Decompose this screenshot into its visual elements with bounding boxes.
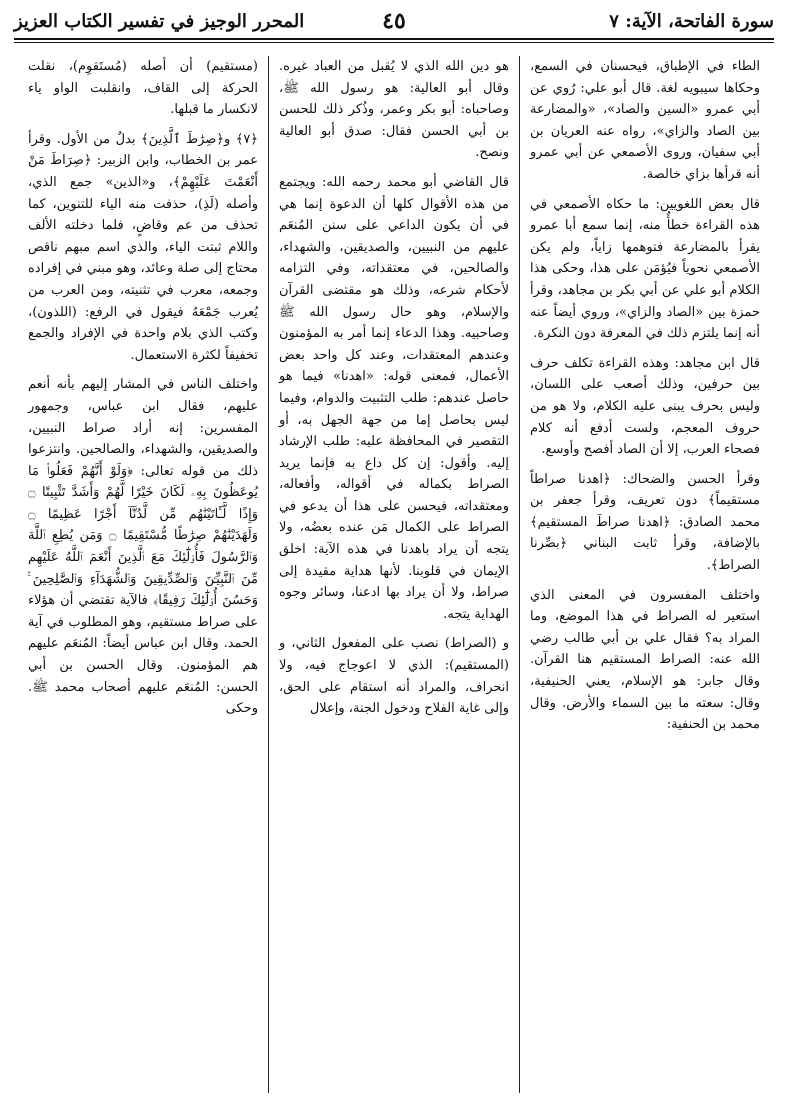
paragraph: ﴿٧﴾ و﴿صِرَٰطَ ٱلَّذِينَ﴾ بدلٌ من الأول. وقرأ عمر بن الخطاب، وابن الزبير: ﴿صِرَاطَ مَنْ أَنْعَمْتَ عَلَيْهِمْ﴾، و«الذين» جمع الذي، وأصله (لَذِ)، حذفت منه الياء للتنوين، كما تحذف من عم وقاضٍ، فلما دخلته الألف واللام ثبتت الياء، والذي اسم مبهم ناقص محتاج إلى صلة وعائد، وهو مبني في إفراده وجمعه، معرب في تثنيته، ومن العرب من يُعرب جَمْعَهُ فيقول في الرفع: (اللذون)، وكتب الذي بلام واحدة في الإفراد والجمع تخفيفاً لكثرة الاستعمال. (28, 131, 258, 363)
paragraph: واختلف الناس في المشار إليهم بأنه أنعم عليهم، فقال ابن عباس، وجمهور المفسرين: إنه أراد صراط النبيين، والصديقين، والشهداء، والصالحين. وانتزعوا ذلك من قوله تعالى: ﴿وَلَوْ أَنَّهُمْ فَعَلُوا۟ مَا يُوعَظُونَ بِهِۦ لَكَانَ خَيْرًا لَّهُمْ وَأَشَدَّ تَثْبِيتًا ۝ وَإِذًا لَّـَٔاتَيْنَٰهُم مِّن لَّدُنَّآ أَجْرًا عَظِيمًا ۝ وَلَهَدَيْنَٰهُمْ صِرَٰطًا مُّسْتَقِيمًا ۝ وَمَن يُطِعِ ٱللَّهَ وَٱلرَّسُولَ فَأُو۟لَٰٓئِكَ مَعَ ٱلَّذِينَ أَنْعَمَ ٱللَّهُ عَلَيْهِم مِّنَ ٱلنَّبِيِّـۧنَ وَٱلصِّدِّيقِينَ وَٱلشُّهَدَآءِ وَٱلصَّٰلِحِينَ ۚ وَحَسُنَ أُو۟لَٰٓئِكَ رَفِيقًا﴾ فالآية تقتضي أن هؤلاء على صراط مستقيم، وهو المطلوب في آية الحمد. وقال ابن عباس أيضاً: المُنعَم عليهم هم المؤمنون. وقال الحسن بن أبي الحسن: المُنعَم عليهم أصحاب محمد ﷺ. وحكى (28, 377, 258, 717)
paragraph: واختلف المفسرون في المعنى الذي استعير له الصراط في هذا الموضع، وما المراد به؟ فقال علي بن أبي طالب رضي الله عنه: الصراط المستقيم هنا القرآن. وقال جابر: هو الإسلام، يعني الحنيفية، وقال: سعته ما بين السماء والأرض. وقال محمد بن الحنفية: (530, 587, 760, 733)
column-middle (269, 56, 520, 1093)
paragraph: قال القاضي أبو محمد رحمه الله: ويجتمع من هذه الأقوال كلها أن الدعوة إنما هي في أن يكون الداعي على سنن المُنعَم عليهم من النبيين، والصديقين، والشهداء، والصالحين، في معتقداته، وفي التزامه لأحكام شرعه، وذلك هو مقتضى القرآن والإسلام، وهو حال رسول الله ﷺ وصاحبيه. وهذا الدعاء إنما أمر به المؤمنون وعندهم المعتقدات، وعند كل واحد بعض الأعمال، فمعنى قوله: «اهدنا» فيما هو حاصل عندهم: طلب التثبيت والدوام، وفيما ليس بحاصل إما من جهة الجهل به، أو التقصير في المحافظة عليه: طلب الإرشاد إليه. وأقول: إن كل داع به فإنما يريد الصراط بكماله في أقواله، وأفعاله، ومعتقداته، فيحسن على هذا أن يدعو في الصراط على الكمال مَن عنده بعضُه، ولا يتجه أن يراد باهدنا في هذه الآية: اخلق الإيمان في قلوبنا. لأنها هداية مقيدة إلى صراط، ولا أن يراد بها ادعنا، وسائر وجوه الهداية يتجه. (279, 174, 509, 622)
paragraph: قال بعض اللغويين: ما حكاه الأصمعي في هذه القراءة خطأٌ منه، إنما سمع أبا عمرو يقرأ بالمضارعة فتوهمها زاياً، ولم يكن الأصمعي نحوياً فيُؤمَن على هذا، وحكى هذا الكلام أبو علي عن أبي بكر بن مجاهد، وقرأ حمزة بين «الصاد والزاي»، وروي أيضاً عنه أنه إنما يلتزم ذلك في المعرفة دون النكرة. (530, 196, 760, 342)
header-rule-thin (14, 42, 774, 43)
text-columns (18, 56, 770, 1093)
paragraph: وقرأ الحسن والضحاك: ﴿اهدنا صراطاً مستقيماً﴾ دون تعريف، وقرأ جعفر بن محمد الصادق: ﴿اهدنا صراطَ المستقيم﴾ بالإضافة، وقرأ ثابت البناني ﴿بصِّرنا الصراط﴾. (530, 471, 760, 574)
column-right (520, 56, 770, 1093)
paragraph: (مستقيم) أن أصله (مُستَقوِم)، نقلت الحركة إلى القاف، وانقلبت الواو ياء لانكسار ما قبلها. (28, 59, 258, 118)
paragraph: هو دين الله الذي لا يُقبل من العباد غيره. وقال أبو العالية: هو رسول الله ﷺ، وصاحباه: أبو بكر وعمر، وذُكر ذلك للحسن بن أبي الحسن فقال: صدق أبو العالية ونصح. (279, 59, 509, 161)
paragraph: قال ابن مجاهد: وهذه القراءة تكلف حرف بين حرفين، وذلك أصعب على اللسان، وليس بحرف يبنى عليه الكلام، ولا هو من حروف المعجم، ولست أدفع أنه كلام فصحاء العرب، إلا أن الصاد أفصح وأوسع. (530, 355, 760, 458)
header-surah-verse: سورة الفاتحة، الآية: ٧ (609, 10, 774, 32)
paragraph: و (الصراط) نصب على المفعول الثاني، و (المستقيم): الذي لا اعوجاج فيه، ولا انحراف، والمراد أنه استقام على الحق، وإلى غاية الفلاح ودخول الجنة، وإعلال (279, 636, 509, 717)
running-header (14, 6, 774, 36)
header-rule (14, 38, 774, 40)
header-book-title: المحرر الوجيز في تفسير الكتاب العزيز (14, 10, 305, 32)
paragraph: الطاء في الإطباق، فيحسنان في السمع، وحكاها سيبويه لغة. قال أبو علي: رُوي عن أبي عمرو «السين والصاد»، «والمضارعة بين الصاد والزاي»، رواه عنه العريان بن أبي سفيان، وروى الأصمعي عن أبي عمرو أنه قرأها بزاي خالصة. (530, 59, 760, 182)
page-number: ٤٥ (382, 8, 406, 34)
column-left (18, 56, 269, 1093)
